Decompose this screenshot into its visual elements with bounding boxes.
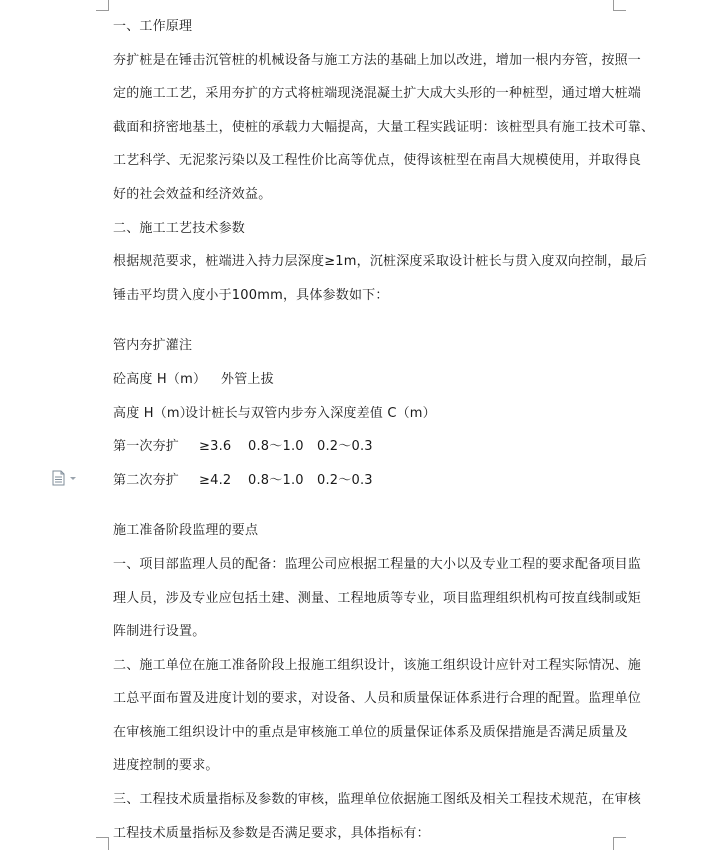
params-cell: 0.8～1.0	[248, 472, 304, 488]
paragraph-line: 理人员，涉及专业应包括土建、测量、工程地质等专业，项目监理组织机构可按直线制或矩	[113, 590, 642, 606]
params-header-cell: 砼高度 H（m）	[113, 371, 207, 387]
params-cell: 第二次夯扩	[113, 472, 180, 488]
paragraph-line: 在审核施工组织设计中的重点是审核施工单位的质量保证体系及质保措施是否满足质量及	[113, 724, 628, 740]
params-header-row	[113, 363, 613, 397]
paragraph-line: 阵制进行设置。	[113, 624, 206, 640]
params-cell: 第一次夯扩	[113, 439, 180, 455]
params-header-cell: 设计桩长与双管内步夯入深度差值 C（m）	[185, 405, 436, 421]
page-corner-mark	[613, 837, 626, 850]
paragraph-line: 好的社会效益和经济效益。	[113, 186, 272, 202]
blank-line	[113, 312, 613, 329]
params-header-cell: 高度 H（m）	[113, 405, 193, 421]
paragraph-line: 二、施工单位在施工准备阶段上报施工组织设计，该施工组织设计应针对工程实际情况、施	[113, 657, 642, 673]
heading-working-principle: 一、工作原理	[113, 19, 193, 34]
heading-process-params: 二、施工工艺技术参数	[113, 220, 246, 236]
paragraph-line: 锤击平均贯入度小于100mm，具体参数如下：	[113, 287, 389, 303]
document-body	[113, 10, 655, 850]
params-header-row	[113, 397, 613, 431]
page-corner-mark	[613, 0, 626, 11]
document-icon	[52, 470, 78, 486]
paragraph-line: 三、工程技术质量指标及参数的审核，监理单位依据施工图纸及相关工程技术规范，在审核	[113, 792, 642, 808]
paragraph-line: 根据规范要求，桩端进入持力层深度≥1m，沉桩深度采取设计桩长与贯入度双向控制，最后	[113, 254, 648, 270]
heading-supervision-points: 施工准备阶段监理的要点	[113, 523, 259, 539]
params-cell: ≥4.2	[199, 472, 232, 488]
params-row	[113, 464, 613, 498]
paragraph-line: 定的施工工艺，采用夯扩的方式将桩端现浇混凝土扩大成大头形的一种桩型，通过增大桩端	[113, 86, 642, 102]
blank-line	[113, 497, 613, 514]
params-cell: 0.8～1.0	[248, 439, 304, 455]
paragraph-line: 截面和挤密地基土，使桩的承载力大幅提高，大量工程实践证明：该桩型具有施工技术可靠、	[113, 119, 655, 135]
paragraph-line: 工艺科学、无泥浆污染以及工程性价比高等优点，使得该桩型在南昌大规模使用，并取得良	[113, 153, 642, 169]
paragraph-line: 工总平面布置及进度计划的要求，对设备、人员和质量保证体系进行合理的配置。监理单位	[113, 691, 642, 707]
page-corner-mark	[96, 837, 109, 850]
paragraph-line: 夯扩桩是在锤击沉管桩的机械设备与施工方法的基础上加以改进，增加一根内夯管，按照一	[113, 52, 642, 68]
params-cell: 0.2～0.3	[317, 439, 373, 455]
page-corner-mark	[96, 0, 109, 11]
params-cell: ≥3.6	[199, 439, 232, 455]
params-cell: 0.2～0.3	[317, 472, 373, 488]
document-icon[interactable]	[52, 470, 78, 486]
paragraph-line: 一、项目部监理人员的配备：监理公司应根据工程量的大小以及专业工程的要求配备项目监	[113, 556, 642, 572]
paragraph-line: 进度控制的要求。	[113, 758, 219, 774]
params-title: 管内夯扩灌注	[113, 338, 193, 354]
params-row	[113, 430, 613, 464]
params-header-cell: 外管上拔	[221, 371, 274, 387]
paragraph-line: 工程技术质量指标及参数是否满足要求，具体指标有：	[113, 825, 430, 841]
